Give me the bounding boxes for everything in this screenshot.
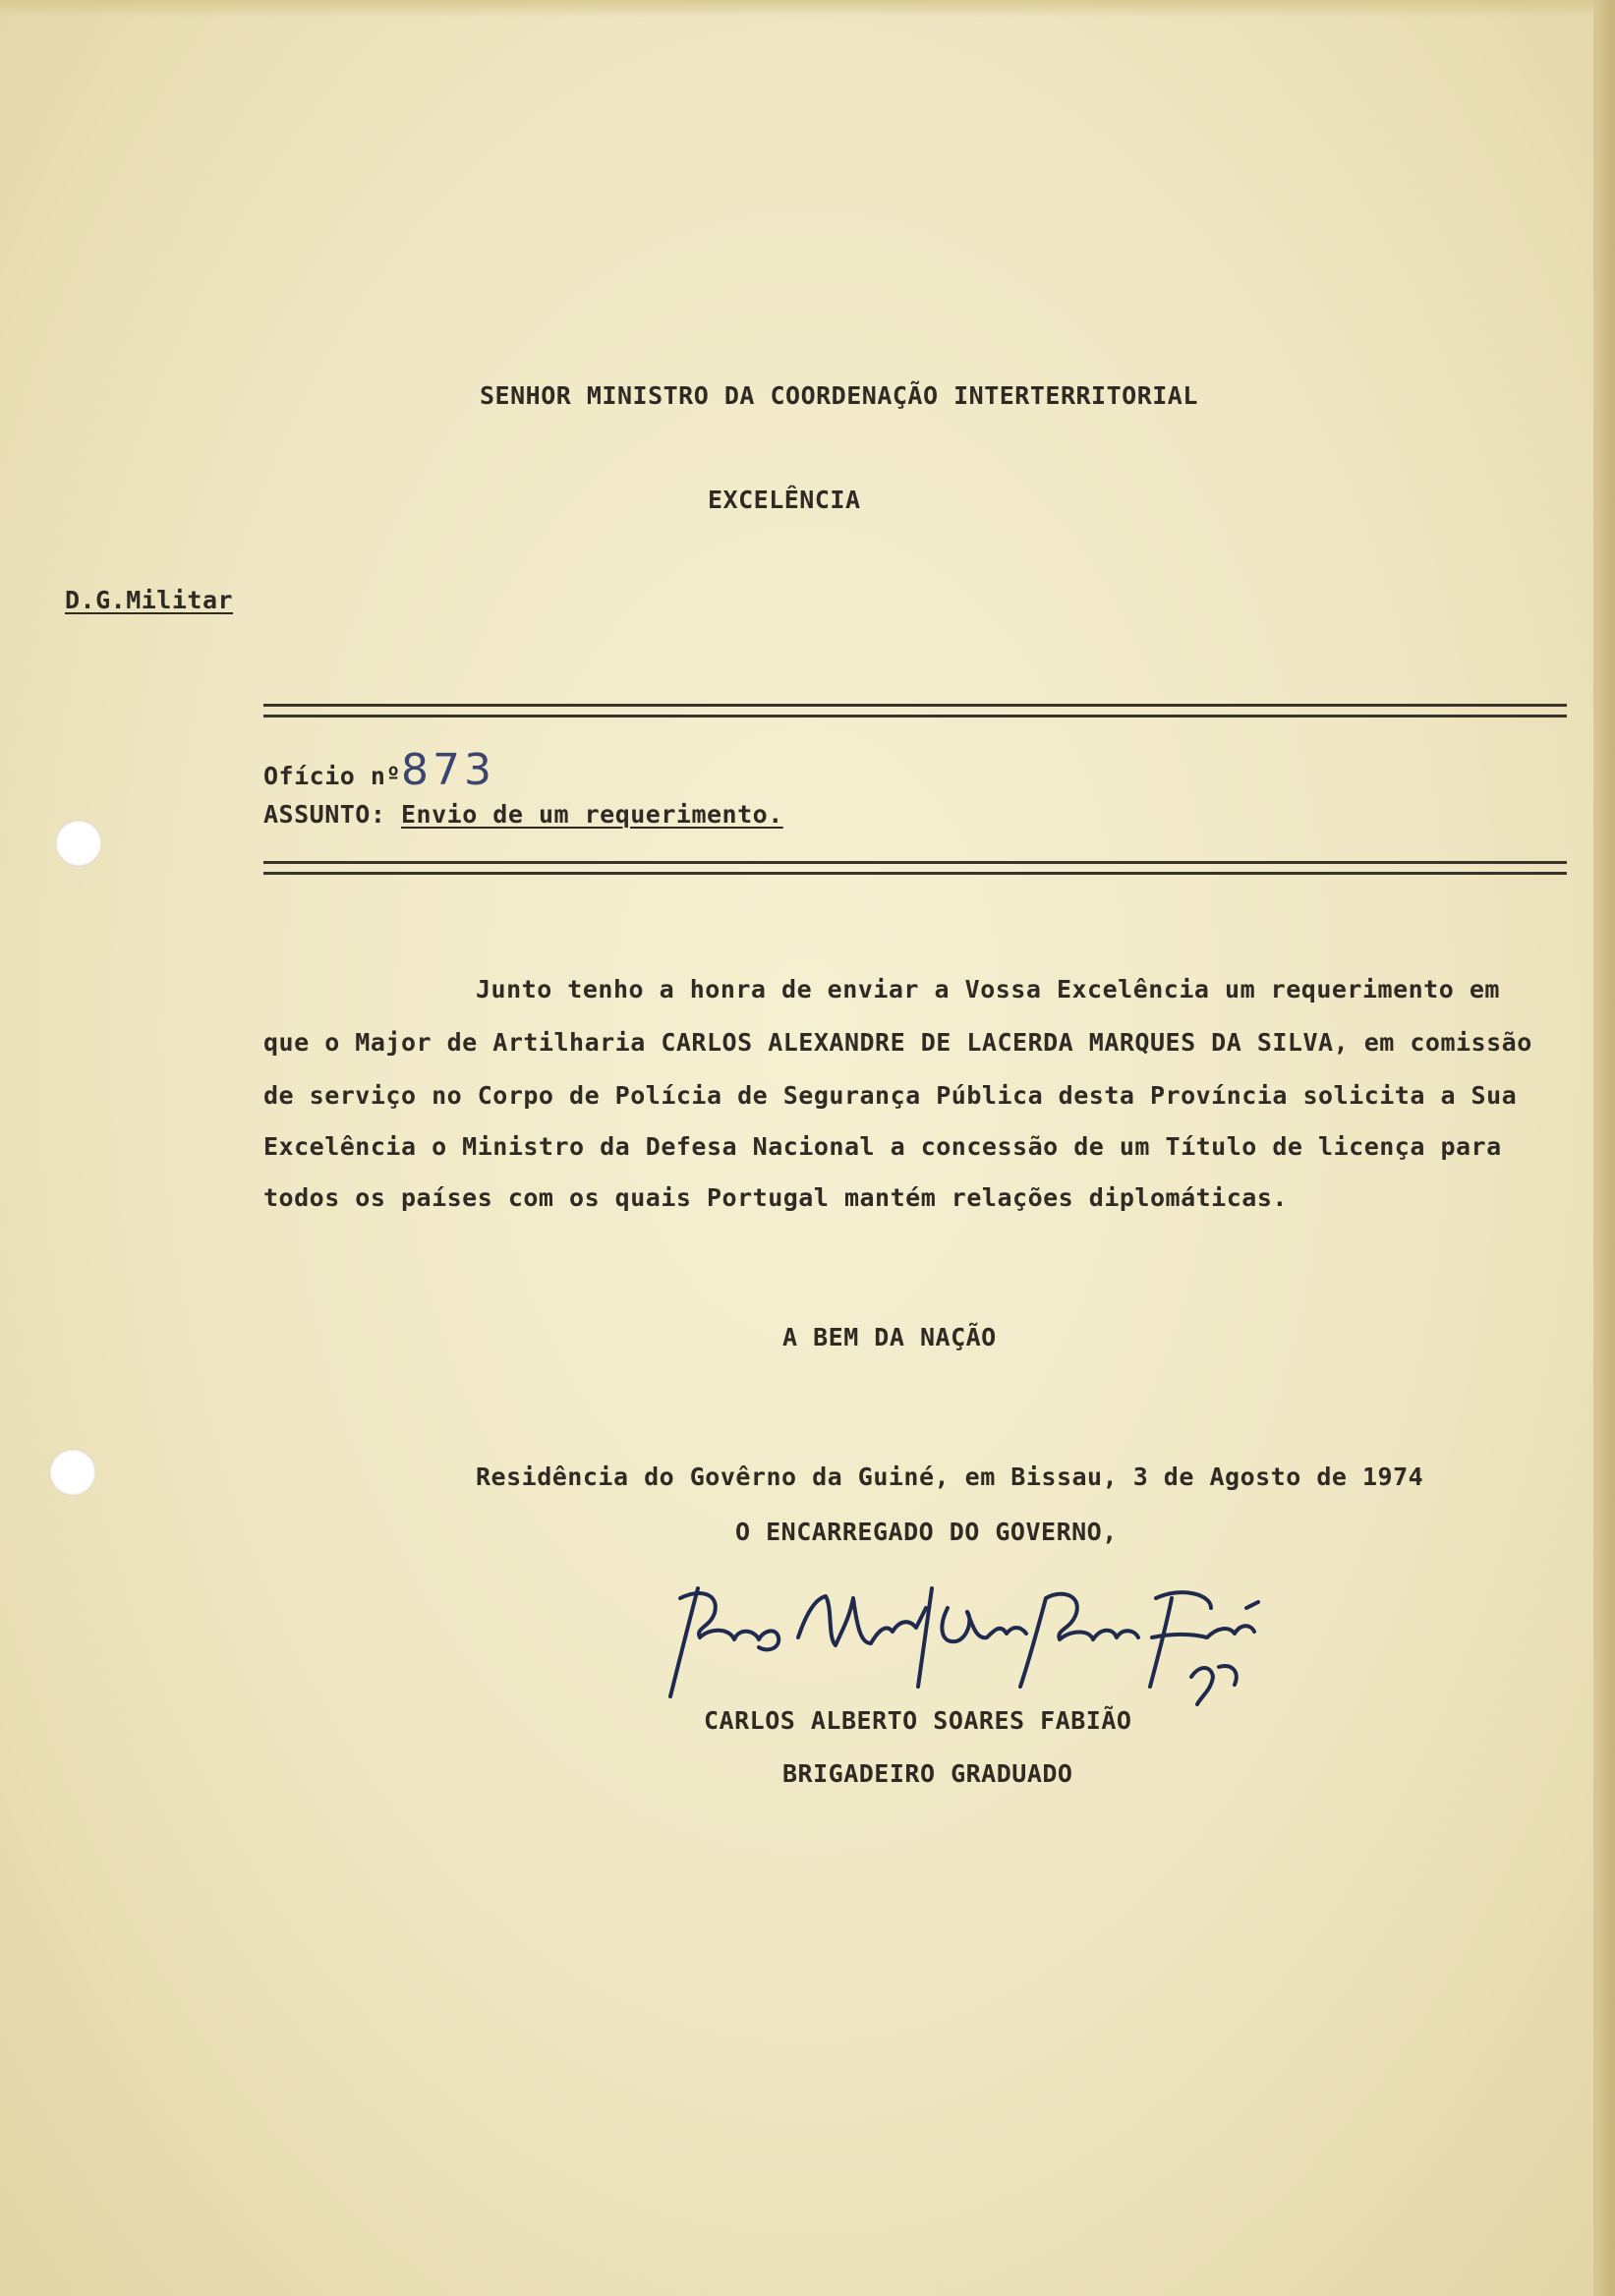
body-line-3: de serviço no Corpo de Polícia de Segurança Pública desta Província solicita a Sua xyxy=(263,1081,1518,1110)
body-line-1: Junto tenho a honra de enviar a Vossa Excelência um requerimento em xyxy=(476,975,1500,1004)
body-line-4: Excelência o Ministro da Defesa Nacional a concessão de um Título de licença para xyxy=(263,1132,1502,1161)
closing-motto: A BEM DA NAÇÃO xyxy=(782,1323,997,1351)
paper-top-edge xyxy=(0,0,1615,18)
paper-right-edge xyxy=(1593,0,1615,2296)
department-reference: D.G.Militar xyxy=(65,586,234,614)
signatory-name: CARLOS ALBERTO SOARES FABIÃO xyxy=(704,1706,1132,1735)
top-double-rule xyxy=(263,704,1567,718)
assunto-line xyxy=(263,800,783,829)
addressee-heading: SENHOR MINISTRO DA COORDENAÇÃO INTERTERRITORIAL xyxy=(480,381,1198,410)
punch-hole-bottom xyxy=(49,1449,96,1496)
signatory-rank: BRIGADEIRO GRADUADO xyxy=(782,1759,1073,1788)
bottom-double-rule xyxy=(263,861,1567,875)
place-and-date: Residência do Govêrno da Guiné, em Bissau, 3 de Agosto de 1974 xyxy=(476,1463,1424,1491)
oficio-label: Ofício nº xyxy=(263,762,401,790)
handwritten-signature xyxy=(661,1569,1270,1716)
salutation: EXCELÊNCIA xyxy=(708,486,861,514)
oficio-number-stamp: 873 xyxy=(400,745,495,795)
punch-hole-top xyxy=(55,820,102,867)
oficio-line xyxy=(263,745,495,795)
body-line-2: que o Major de Artilharia CARLOS ALEXANDRE DE LACERDA MARQUES DA SILVA, em comissão xyxy=(263,1028,1532,1057)
assunto-label: ASSUNTO: xyxy=(263,800,386,829)
body-line-5: todos os países com os quais Portugal mantém relações diplomáticas. xyxy=(263,1183,1288,1212)
assunto-text: Envio de um requerimento. xyxy=(400,800,783,829)
signatory-role: O ENCARREGADO DO GOVERNO, xyxy=(735,1518,1118,1546)
